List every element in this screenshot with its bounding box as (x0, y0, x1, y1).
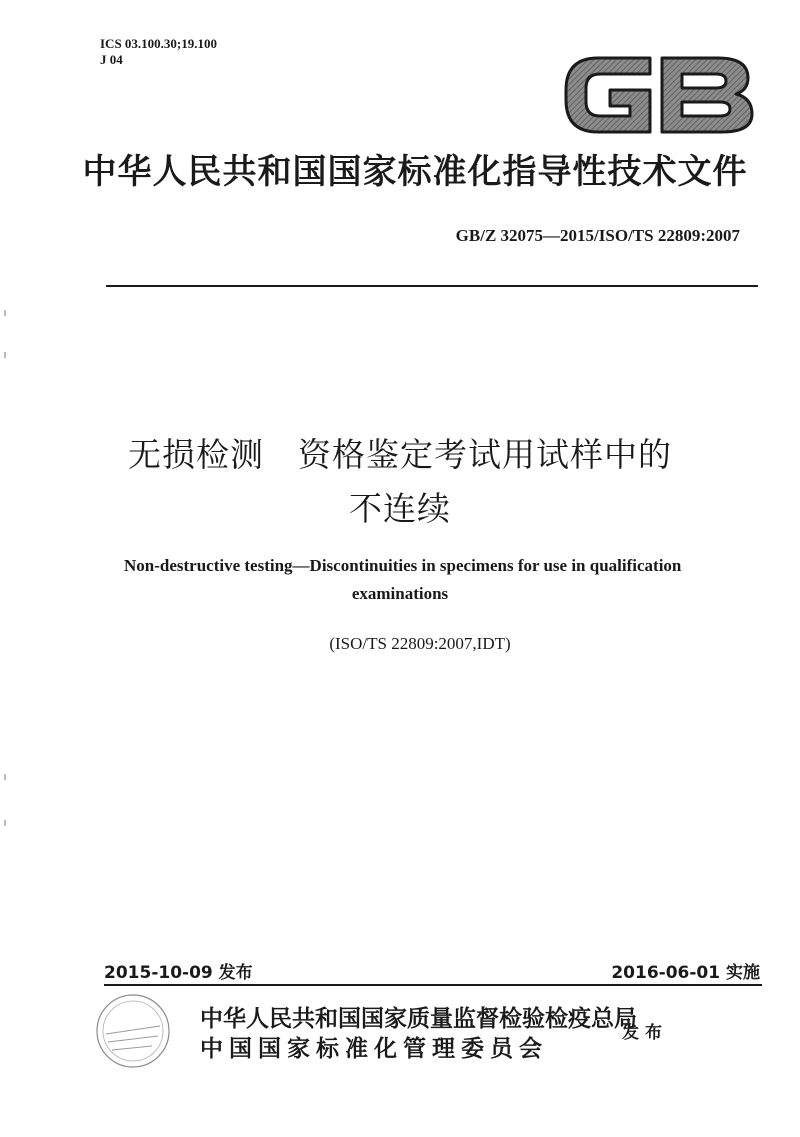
seal-stamp (88, 986, 178, 1076)
standard-number: GB/Z 32075—2015/ISO/TS 22809:2007 (455, 226, 740, 245)
gb-logo (558, 44, 758, 144)
scan-mark (4, 310, 6, 316)
equivalence-note: (ISO/TS 22809:2007,IDT) (329, 634, 511, 653)
publish-label: 发布 (622, 1023, 668, 1043)
title-cn-line-1: 无损检测 资格鉴定考试用试样中的 (128, 435, 672, 474)
scan-mark (4, 352, 6, 358)
issuing-authorities (200, 1004, 637, 1064)
title-english (80, 552, 800, 608)
footer-divider (104, 984, 762, 986)
document-type-title: 中华人民共和国国家标准化指导性技术文件 (82, 152, 748, 192)
ccs-code: J 04 (100, 52, 123, 67)
ics-code: ICS 03.100.30;19.100 (100, 36, 218, 51)
title-en-line-2: examinations (351, 584, 449, 603)
scan-mark (4, 820, 6, 826)
ics-classification (100, 36, 217, 68)
issuer-aqsiq: 中华人民共和国国家质量监督检验检疫总局 (200, 1006, 637, 1032)
title-chinese (60, 428, 740, 536)
title-en-line-1: Non-destructive testing—Discontinuities in specimens for use in qualification (124, 556, 682, 575)
title-cn-line-2: 不连续 (349, 489, 451, 528)
implementation-date: 2016-06-01 实施 (611, 963, 760, 983)
issuer-sac: 中国国家标准化管理委员会 (200, 1036, 548, 1062)
publication-date: 2015-10-09 发布 (104, 963, 253, 983)
header-divider (106, 285, 758, 287)
scan-mark (4, 774, 6, 780)
